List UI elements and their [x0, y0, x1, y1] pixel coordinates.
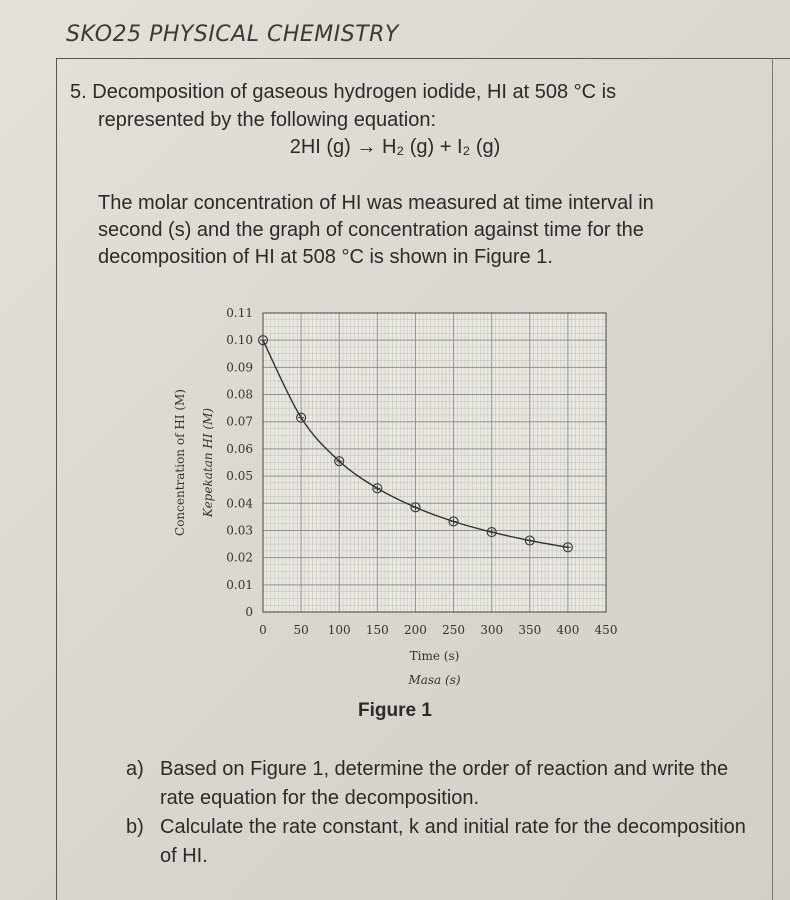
figure-caption: Figure 1 [358, 700, 432, 721]
part-b-letter: b) [126, 816, 144, 838]
x-tick-label: 150 [365, 623, 389, 637]
y-tick-label: 0.02 [226, 550, 253, 565]
x-tick-label: 100 [327, 623, 351, 637]
chart-svg [160, 290, 630, 690]
y-tick-label: 0 [245, 605, 253, 619]
x-tick-label: 350 [518, 623, 542, 637]
x-tick-label: 250 [442, 623, 466, 637]
y-tick-label: 0.07 [226, 414, 253, 429]
y-tick-label: 0.10 [226, 333, 253, 348]
question-number: 5. [70, 81, 87, 103]
y-tick-label: 0.06 [226, 441, 253, 456]
part-a [126, 755, 746, 813]
right-margin-line [772, 58, 773, 900]
question-parts [126, 755, 746, 871]
course-code-header: SKO25 PHYSICAL CHEMISTRY [66, 22, 399, 47]
x-tick-label: 300 [480, 623, 504, 637]
part-a-letter: a) [126, 758, 144, 780]
y-axis-title: Concentration of HI (M) [173, 389, 187, 536]
part-a-text: Based on Figure 1, determine the order of reaction and write the rate equation for the decomposition. [160, 758, 729, 809]
y-tick-label: 0.01 [226, 577, 253, 592]
x-tick-label: 450 [594, 623, 618, 637]
question-intro [70, 78, 730, 134]
question-intro-line1: Decomposition of gaseous hydrogen iodide, HI at 508 °C is [92, 81, 617, 103]
y-tick-label: 0.11 [226, 306, 253, 320]
x-tick-label: 50 [293, 623, 309, 637]
y-tick-label: 0.04 [226, 496, 253, 511]
question-description: The molar concentration of HI was measured at time interval in second (s) and the graph of concentration against time for the decomposition of HI at 508 °C is shown in Figure 1. [98, 192, 654, 268]
x-tick-label: 0 [259, 623, 267, 637]
left-margin-line [56, 58, 57, 900]
y-tick-label: 0.09 [226, 360, 253, 375]
chemical-equation: 2HI (g) → H₂ (g) + I₂ (g) [289, 136, 501, 158]
header-divider [56, 58, 790, 59]
x-axis-title-alt: Masa (s) [408, 673, 461, 687]
part-b [126, 813, 746, 871]
x-axis-title: Time (s) [409, 649, 460, 663]
figure-1-chart [160, 290, 630, 690]
x-tick-label: 200 [403, 623, 427, 637]
part-b-text: Calculate the rate constant, k and initial rate for the decomposition of HI. [160, 816, 746, 867]
x-tick-label: 400 [556, 623, 580, 637]
y-axis-title-alt: Kepekatan HI (M) [201, 407, 215, 518]
y-tick-label: 0.05 [226, 469, 253, 484]
y-tick-label: 0.03 [226, 523, 253, 538]
question-intro-line2: represented by the following equation: [98, 109, 437, 131]
y-tick-label: 0.08 [226, 387, 253, 402]
